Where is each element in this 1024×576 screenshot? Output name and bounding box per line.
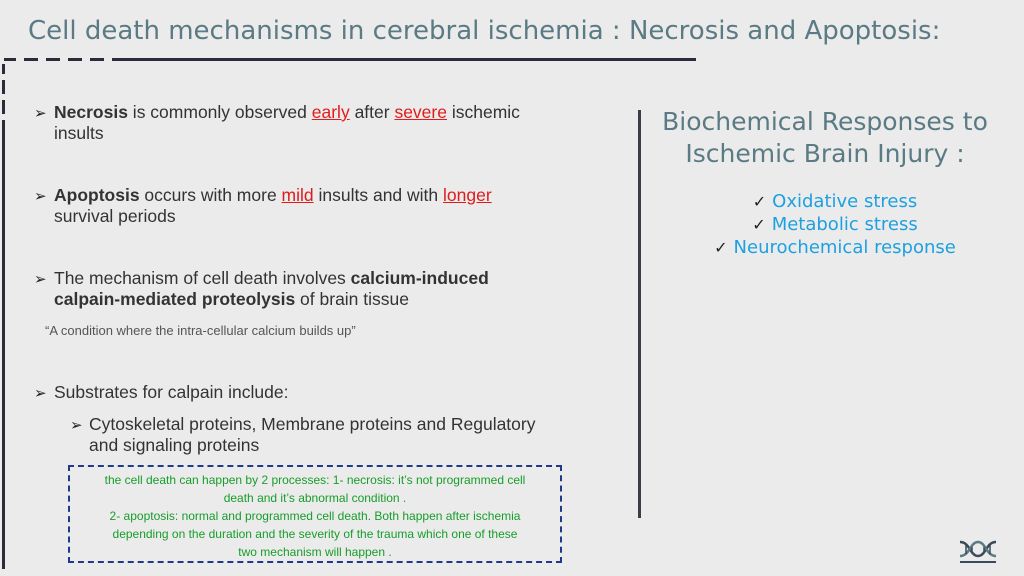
checkmark-icon: ✓ — [752, 215, 766, 234]
arrow-bullet-icon: ➢ — [34, 385, 47, 402]
substrates-sub-bullet: Cytoskeletal proteins, Membrane proteins and Regulatory and signaling proteins — [89, 414, 536, 455]
necrosis-bullet: Necrosis is commonly observed early after severe ischemic insults — [54, 102, 520, 143]
arrow-bullet-icon: ➢ — [70, 417, 83, 434]
checkmark-icon: ✓ — [714, 238, 728, 257]
checkmark-icon: ✓ — [752, 192, 767, 211]
arrow-bullet-icon: ➢ — [34, 271, 47, 288]
list-item: ✓ Oxidative stress — [752, 191, 918, 212]
substrates-bullet: Substrates for calpain include: — [54, 382, 289, 402]
title-underline — [4, 58, 696, 61]
arrow-bullet-icon: ➢ — [34, 105, 47, 122]
responses-list — [660, 190, 1010, 259]
list-item: ✓ Neurochemical response — [714, 237, 956, 258]
slide-title: Cell death mechanisms in cerebral ischemia : Necrosis and Apoptosis: — [28, 16, 941, 46]
mechanism-bullet: The mechanism of cell death involves calcium-induced calpain-mediated proteolysis of brain tissue — [54, 268, 489, 309]
left-border — [2, 64, 5, 569]
note-box: the cell death can happen by 2 processes: 1- necrosis: it’s not programmed cell death and it’s abnormal condition . 2- apoptosis: normal and programmed cell death. Both happen after ischemia depending on the duration and the severity of the trauma which one of these two mechanism will happen . — [68, 465, 562, 563]
apoptosis-bullet: Apoptosis occurs with more mild insults and with longer survival periods — [54, 185, 492, 226]
team-logo-icon — [958, 538, 998, 566]
biochemical-responses-heading: Biochemical Responses to Ischemic Brain Injury : — [662, 107, 988, 168]
calcium-quote: “A condition where the intra-cellular calcium builds up” — [45, 323, 356, 338]
arrow-bullet-icon: ➢ — [34, 188, 47, 205]
list-item: ✓ Metabolic stress — [752, 214, 918, 235]
column-divider — [638, 110, 641, 518]
